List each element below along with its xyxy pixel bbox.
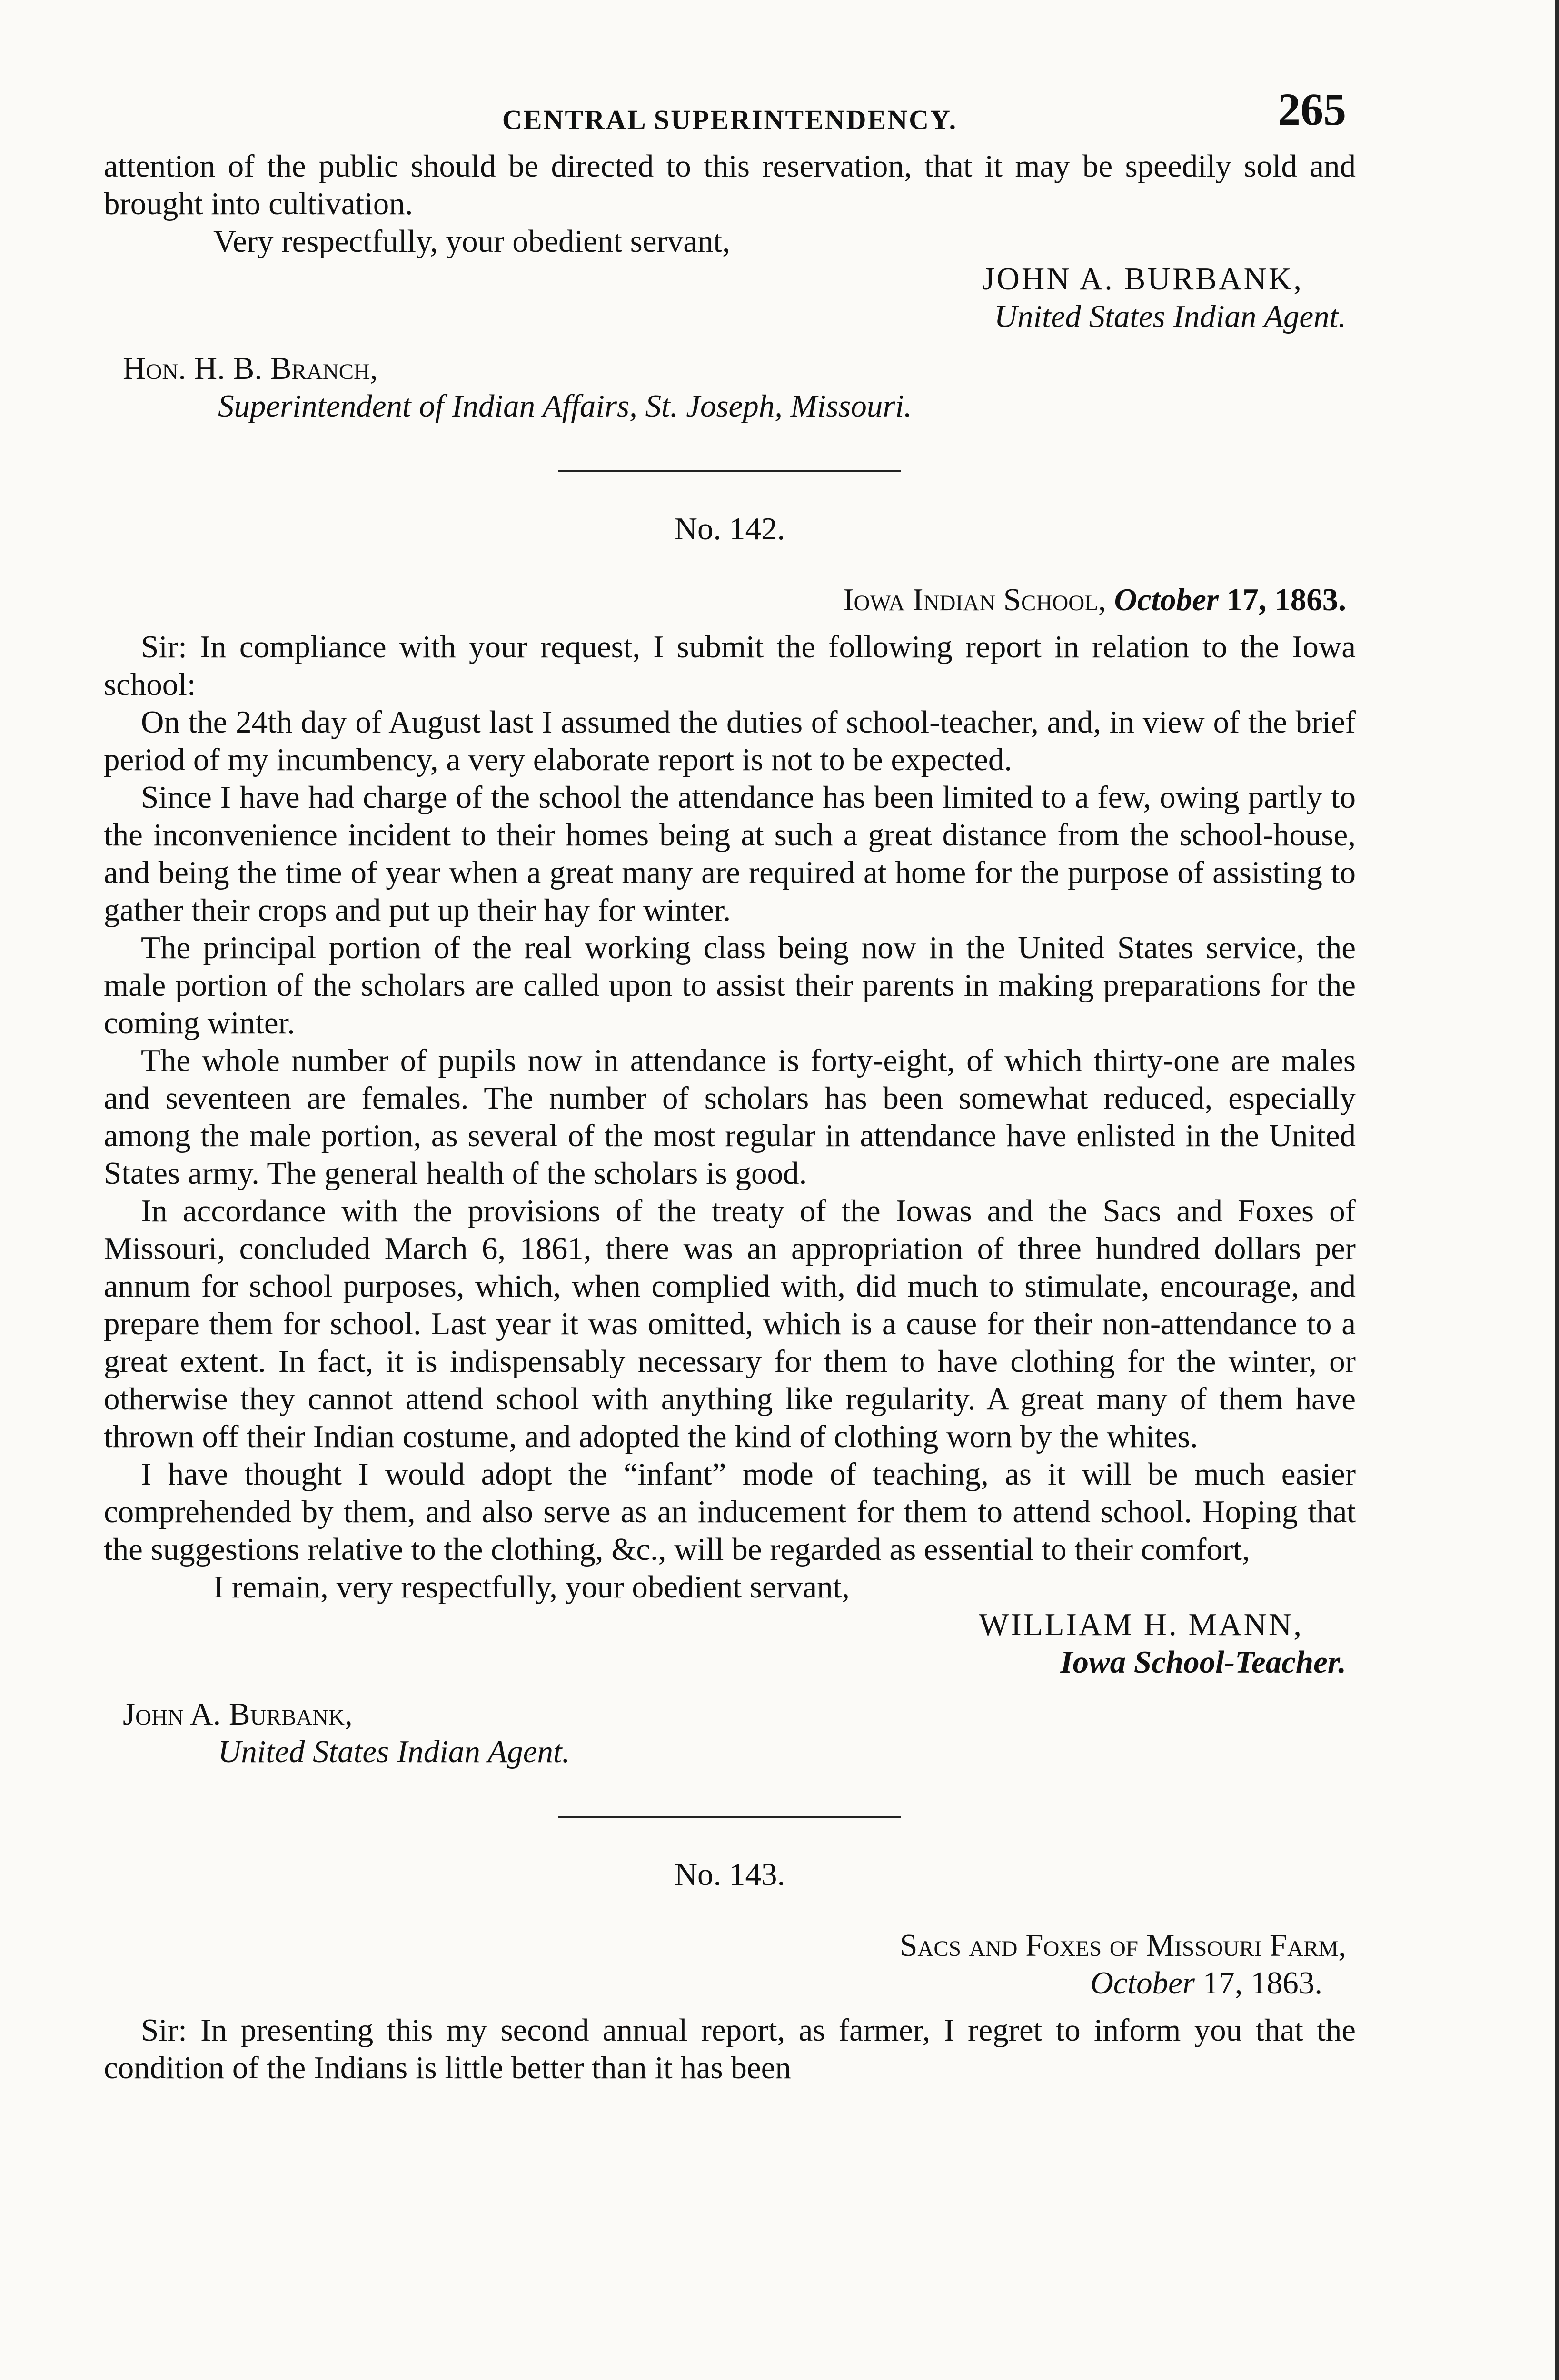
- letter-142-date-month: October: [1114, 582, 1219, 617]
- letter-141-addressee-title: Superintendent of Indian Affairs, St. Joseph, Missouri.: [218, 388, 912, 424]
- letter-141-closing: Very respectfully, your obedient servant,: [213, 224, 730, 259]
- letter-142-closing: I remain, very respectfully, your obedient servant,: [213, 1569, 850, 1605]
- section-divider: [558, 1816, 901, 1818]
- running-title: CENTRAL SUPERINTENDENCY.: [502, 104, 958, 135]
- letter-141-body: attention of the public should be directed to this reservation, that it may be speedily sold and brought into cultivation.: [104, 149, 1356, 221]
- letter-143-date-month: October: [1090, 1965, 1195, 2001]
- scan-border: [1555, 0, 1559, 2380]
- letter-143-paragraph: Sir: In presenting this my second annual report, as farmer, I regret to inform you that the condition of the Indians is little better than it has been: [104, 2013, 1356, 2085]
- letter-142-paragraph: The principal portion of the real working class being now in the United States service, the male portion of the scholars are called upon to assist their parents in making preparations for the coming winter.: [104, 930, 1356, 1041]
- letter-142-paragraph: Sir: In compliance with your request, I submit the following report in relation to the Iowa school:: [104, 629, 1356, 702]
- letter-142-paragraph: In accordance with the provisions of the treaty of the Iowas and the Sacs and Foxes of Missouri, concluded March 6, 1861, there was an appropriation of three hundred dollars per annum for school purposes, which, when complied with, did much to stimulate, encourage, and prepare them for school. Last year it was omitted, which is a cause for their non-attendance to a great extent. In fact, it is indispensably necessary for them to have clothing for the winter, or otherwise they cannot attend school with anything like regularity. A great many of them have thrown off their Indian costume, and adopted the kind of clothing worn by the whites.: [104, 1193, 1356, 1454]
- letter-142-signature: WILLIAM H. MANN,: [979, 1607, 1303, 1642]
- letter-142-paragraph: Since I have had charge of the school the attendance has been limited to a few, owing partly to the inconvenience incident to their homes being at such a great distance from the school-house, and being the time of year when a great many are required at home for the purpose of assisting to gather their crops and put up their hay for winter.: [104, 780, 1356, 928]
- letter-143-place: Sacs and Foxes of Missouri Farm,: [900, 1928, 1346, 1963]
- letter-142-signer-title: Iowa School-Teacher.: [1060, 1645, 1346, 1680]
- letter-141-signer-title: United States Indian Agent.: [994, 299, 1346, 334]
- letter-142-dateline: [104, 581, 1356, 619]
- letter-143-number: No. 143.: [674, 1857, 785, 1892]
- letter-142-date-rest: 17, 1863.: [1226, 582, 1346, 617]
- letter-143-date-rest: 17, 1863.: [1202, 1965, 1322, 2001]
- letter-142-paragraph: I have thought I would adopt the “infant” mode of teaching, as it will be much easier comprehended by them, and also serve as an inducement for them to attend school. Hoping that the suggestions relative to the clothing, &c., will be regarded as essential to their comfort,: [104, 1457, 1356, 1567]
- letter-142-place: Iowa Indian School,: [843, 582, 1106, 617]
- letter-142-paragraph: The whole number of pupils now in attendance is forty-eight, of which thirty-one are males and seventeen are females. The number of scholars has been somewhat reduced, especially among the male portion, as several of the most regular in attendance have enlisted in the United States army. The general health of the scholars is good.: [104, 1043, 1356, 1191]
- running-header: [104, 84, 1356, 148]
- page-content: [104, 84, 1356, 2087]
- letter-142-paragraph: On the 24th day of August last I assumed the duties of school-teacher, and, in view of the brief period of my incumbency, a very elaborate report is not to be expected.: [104, 704, 1356, 777]
- letter-142-number: No. 142.: [674, 511, 785, 546]
- letter-143-dateline: [104, 1964, 1356, 2002]
- section-divider: [558, 470, 901, 472]
- letter-141-addressee-name: Hon. H. B. Branch,: [123, 351, 378, 386]
- letter-142-addressee-name: John A. Burbank,: [123, 1696, 353, 1732]
- letter-141-signature: JOHN A. BURBANK,: [982, 261, 1303, 297]
- page-number: 265: [1278, 84, 1346, 135]
- letter-142-addressee-title: United States Indian Agent.: [218, 1734, 570, 1769]
